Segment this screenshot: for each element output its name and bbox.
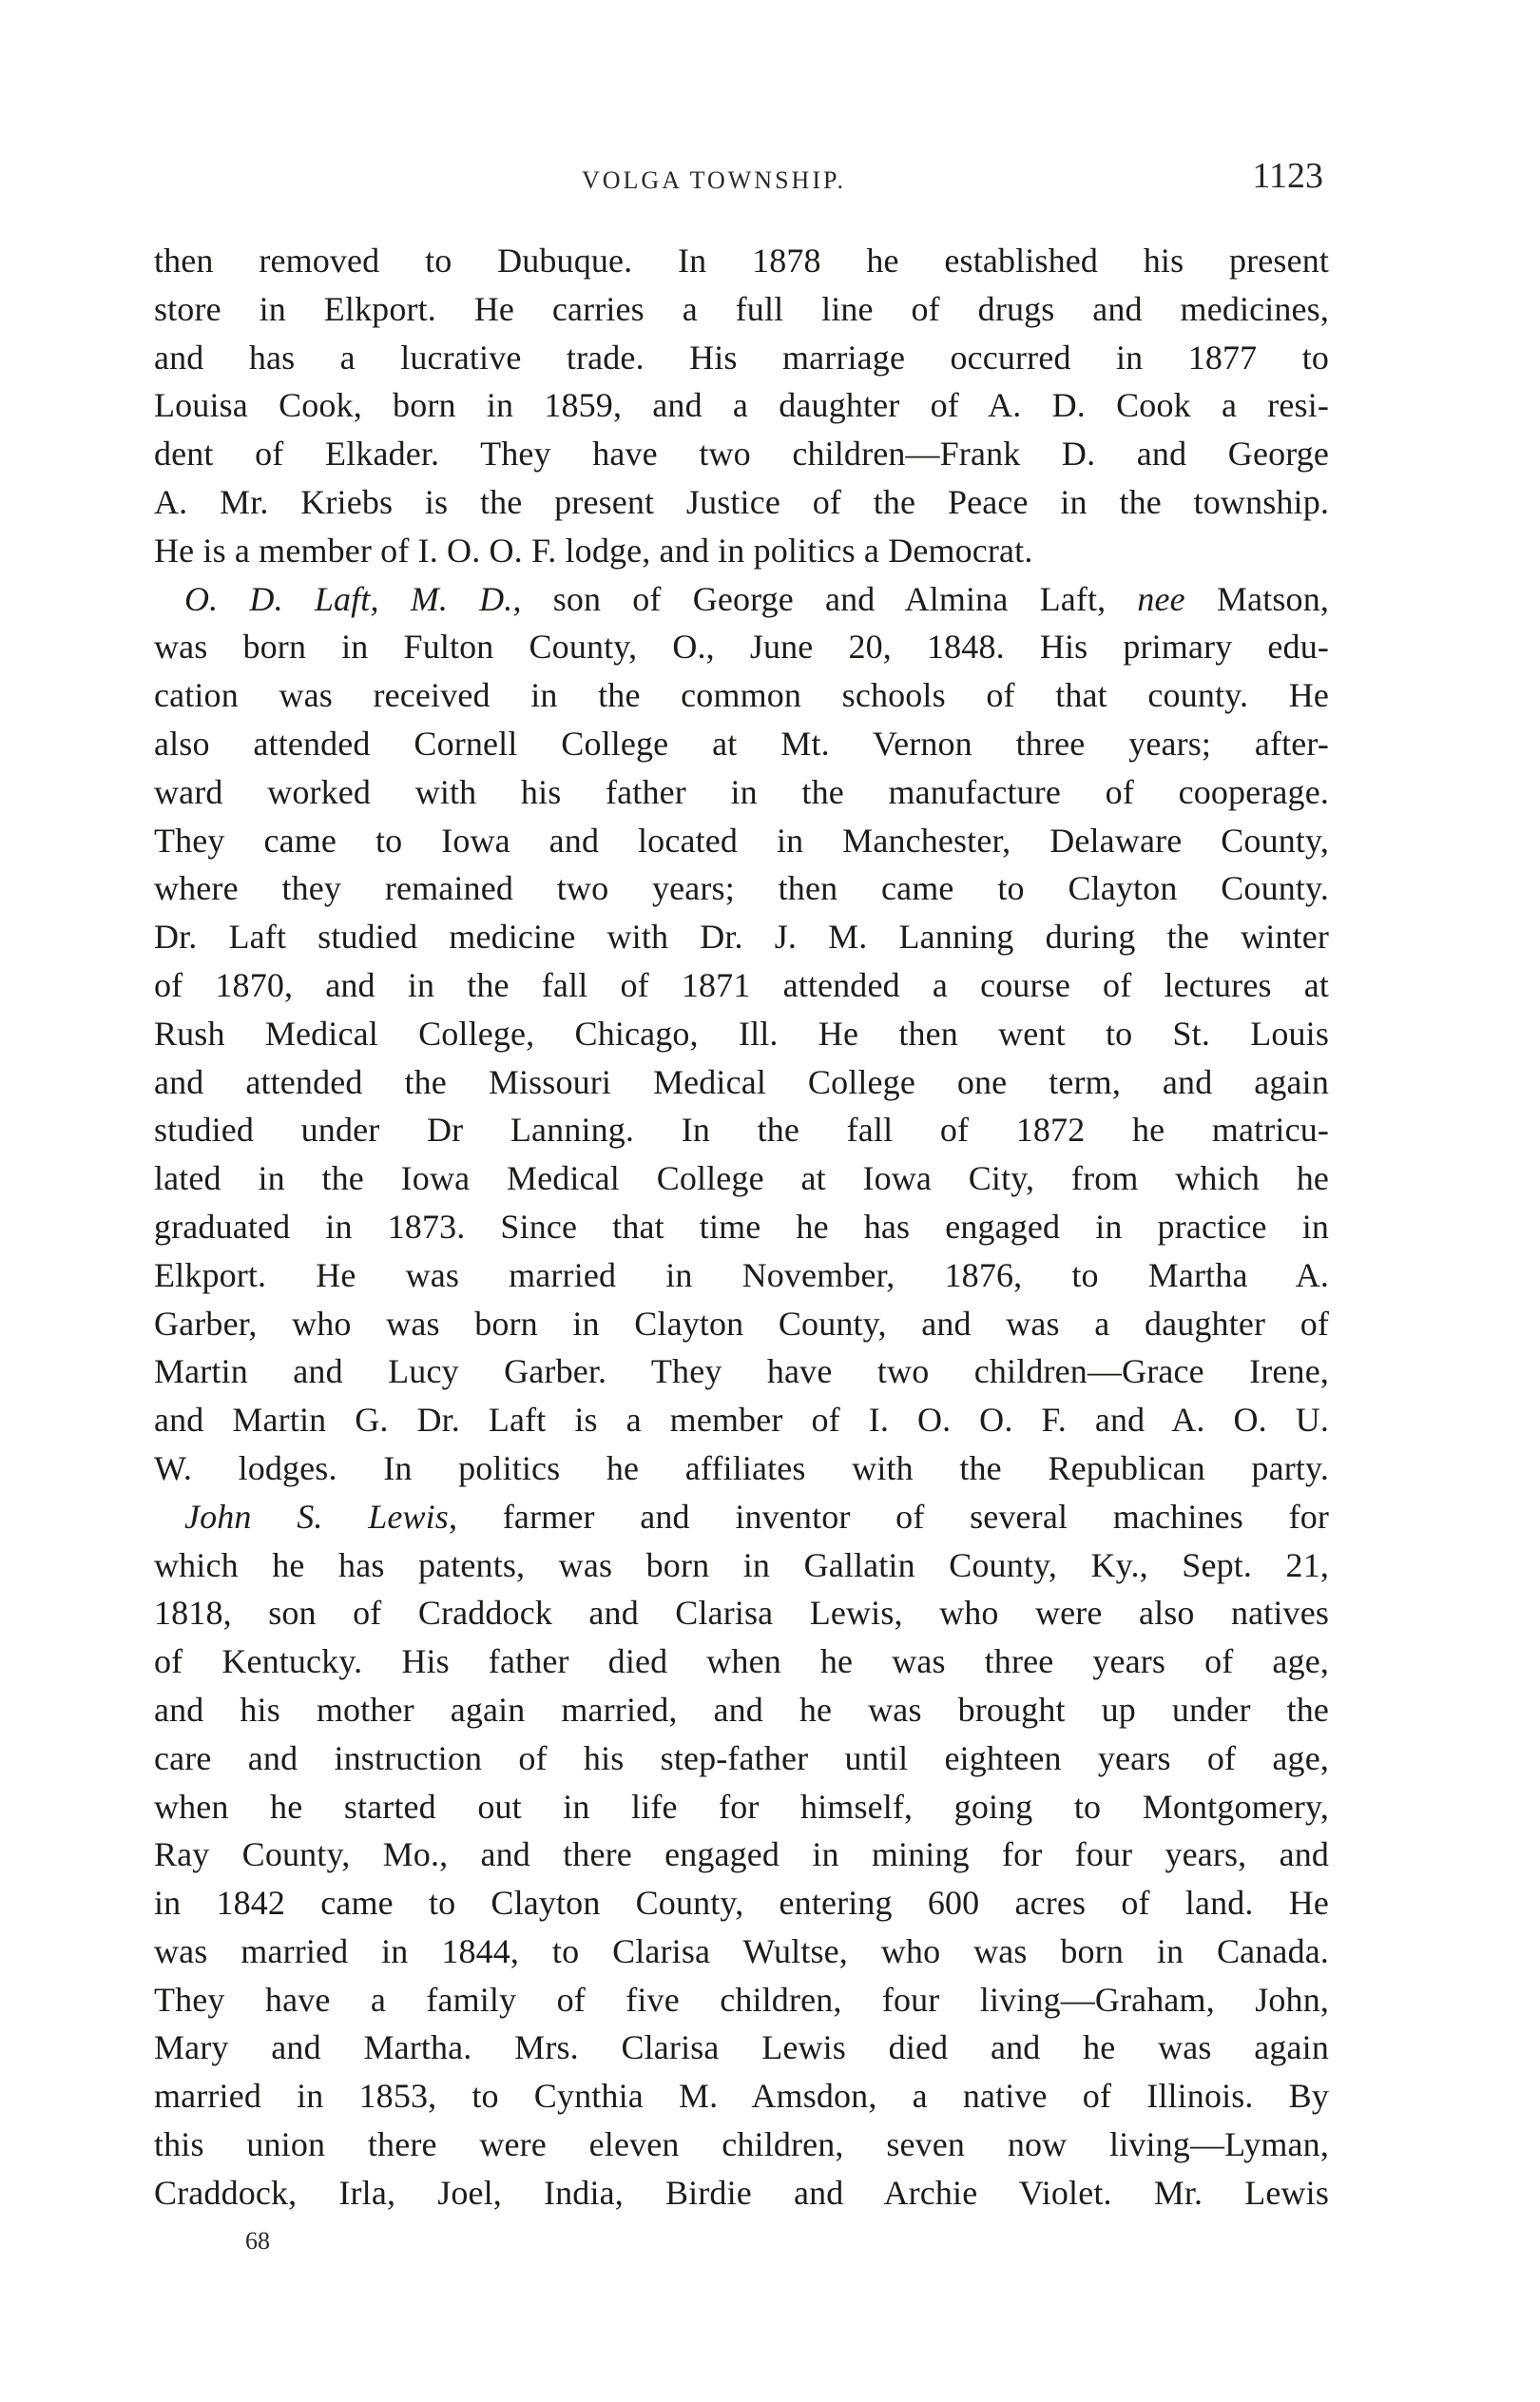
- biography-name: John S. Lewis: [184, 1497, 449, 1536]
- text-line: Martin and Lucy Garber. They have two children—Grace Irene,: [154, 1352, 1329, 1391]
- text-line: Rush Medical College, Chicago, Ill. He then went to St. Louis: [154, 1014, 1329, 1053]
- text-line: 1818, son of Craddock and Clarisa Lewis, who were also natives: [154, 1594, 1329, 1633]
- text-line: Ray County, Mo., and there engaged in mining for four years, and: [154, 1835, 1329, 1874]
- text-line: then removed to Dubuque. In 1878 he established his present: [154, 242, 1329, 280]
- text-line: also attended Cornell College at Mt. Vernon three years; after-: [154, 724, 1329, 763]
- text-line: Dr. Laft studied medicine with Dr. J. M. Lanning during the winter: [154, 918, 1329, 957]
- biography-name: O. D. Laft, M. D.: [184, 579, 513, 618]
- text-line: married in 1853, to Cynthia M. Amsdon, a native of Illinois. By: [154, 2077, 1329, 2116]
- biography-heading-laft: [154, 575, 1329, 624]
- text-line: this union there were eleven children, seven now living—Lyman,: [154, 2125, 1329, 2164]
- text-line: Craddock, Irla, Joel, India, Birdie and Archie Violet. Mr. Lewis: [154, 2173, 1329, 2212]
- text-line: W. lodges. In politics he affiliates with the Republican party.: [154, 1448, 1329, 1487]
- text-fragment: , son of George and Almina Laft,: [512, 579, 1138, 618]
- text-line: was married in 1844, to Clarisa Wultse, who was born in Canada.: [154, 1931, 1329, 1970]
- text-fragment: Matson,: [1184, 579, 1329, 618]
- text-line: lated in the Iowa Medical College at Iowa City, from which he: [154, 1159, 1329, 1198]
- text-line: and attended the Missouri Medical College one term, and again: [154, 1062, 1329, 1101]
- text-line: They have a family of five children, four living—Graham, John,: [154, 1980, 1329, 2019]
- text-line: He is a member of I. O. O. F. lodge, and in politics a Democrat.: [154, 531, 1033, 570]
- running-head: [154, 155, 1333, 203]
- text-line: studied under Dr Lanning. In the fall of 1872 he matricu-: [154, 1111, 1329, 1150]
- body-text: [154, 237, 1329, 2218]
- biography-heading-lewis: [154, 1493, 1329, 1541]
- text-line: Garber, who was born in Clayton County, and was a daughter of: [154, 1304, 1329, 1343]
- text-line: cation was received in the common schools of that county. He: [154, 676, 1329, 715]
- text-line: and has a lucrative trade. His marriage occurred in 1877 to: [154, 338, 1329, 377]
- page-number: 1123: [1252, 156, 1323, 196]
- text-line: Louisa Cook, born in 1859, and a daughter of A. D. Cook a resi-: [154, 386, 1329, 425]
- text-line: A. Mr. Kriebs is the present Justice of the Peace in the township.: [154, 482, 1329, 521]
- text-line: Mary and Martha. Mrs. Clarisa Lewis died and he was again: [154, 2028, 1329, 2067]
- text-line: of Kentucky. His father died when he was three years of age,: [154, 1642, 1329, 1681]
- text-line: and Martin G. Dr. Laft is a member of I. O. O. F. and A. O. U.: [154, 1401, 1329, 1440]
- running-title: VOLGA TOWNSHIP.: [582, 166, 847, 194]
- text-line: store in Elkport. He carries a full line of drugs and medicines,: [154, 289, 1329, 328]
- text-line: They came to Iowa and located in Manchester, Delaware County,: [154, 821, 1329, 860]
- signature-mark: 68: [245, 2227, 270, 2255]
- text-line: Elkport. He was married in November, 1876, to Martha A.: [154, 1255, 1329, 1294]
- text-line: which he has patents, was born in Gallatin County, Ky., Sept. 21,: [154, 1545, 1329, 1584]
- text-line: graduated in 1873. Since that time he has engaged in practice in: [154, 1207, 1329, 1246]
- text-line: care and instruction of his step-father until eighteen years of age,: [154, 1738, 1329, 1777]
- text-line: of 1870, and in the fall of 1871 attended a course of lectures at: [154, 965, 1329, 1004]
- text-line: dent of Elkader. They have two children—Frank D. and George: [154, 435, 1329, 474]
- text-line: where they remained two years; then came to Clayton County.: [154, 869, 1329, 908]
- text-fragment: nee: [1137, 579, 1185, 618]
- text-line: in 1842 came to Clayton County, entering 600 acres of land. He: [154, 1884, 1329, 1923]
- text-line: ward worked with his father in the manufacture of cooperage.: [154, 772, 1329, 811]
- text-line: was born in Fulton County, O., June 20, 1848. His primary edu-: [154, 628, 1329, 667]
- text-line: when he started out in life for himself, going to Montgomery,: [154, 1787, 1329, 1826]
- text-line: and his mother again married, and he was brought up under the: [154, 1690, 1329, 1729]
- text-fragment: , farmer and inventor of several machines for: [448, 1497, 1329, 1536]
